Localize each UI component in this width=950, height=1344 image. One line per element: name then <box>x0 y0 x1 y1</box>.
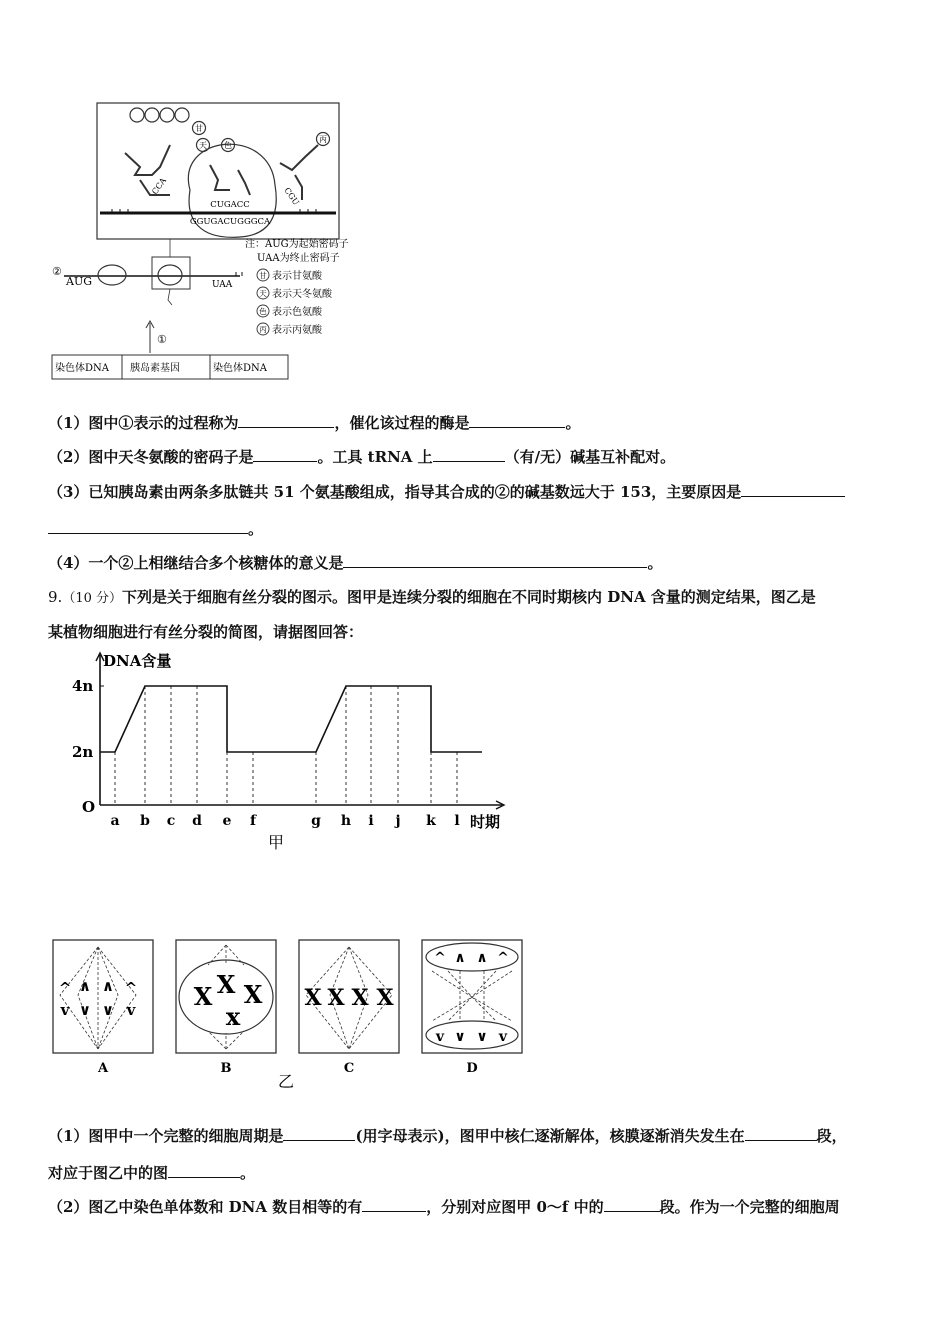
q8-part2: （2）图中天冬氨酸的密码子是 。工具 tRNA 上 （有/无）碱基互补配对。 <box>48 448 676 466</box>
dna-bar-labels <box>55 361 268 374</box>
mrna-sequence: GGUGACUGGGCA <box>189 217 271 227</box>
q8-part4: （4）一个②上相继结合多个核糖体的意义是 。 <box>48 554 663 572</box>
svg-text:表示天冬氨酸: 表示天冬氨酸 <box>272 289 332 300</box>
svg-text:X: X <box>351 985 369 1011</box>
x-tick-label: c <box>166 813 176 829</box>
anticodon-right: CGU <box>282 185 301 207</box>
q9-stem-line1: 9.（10 分）下列是关于细胞有丝分裂的图示。图甲是连续分裂的细胞在不同时期核内 DNA 含量的测定结果，图乙是 <box>48 588 816 606</box>
x-axis-label: 时期 <box>470 813 501 831</box>
legend-notes <box>245 237 349 336</box>
q8-part3-cont: 。 <box>48 518 263 539</box>
zoom-tail <box>168 289 172 305</box>
svg-text:UAA为终止密码子: UAA为终止密码子 <box>257 253 340 264</box>
svg-text:天: 天 <box>259 289 267 298</box>
q9-part1: （1）图甲中一个完整的细胞周期是 (用字母表示)，图甲中核仁逐渐解体，核膜逐渐消失发生在 段， <box>48 1127 847 1145</box>
svg-text:X: X <box>376 985 394 1011</box>
trna-middle <box>210 165 250 195</box>
panel-d <box>422 940 522 1076</box>
svg-text:甘: 甘 <box>195 124 203 133</box>
x-tick-label: a <box>110 813 120 829</box>
svg-text:^: ^ <box>124 979 138 997</box>
origin-label: O <box>82 798 96 816</box>
svg-text:表示甘氨酸: 表示甘氨酸 <box>272 271 322 282</box>
svg-text:X: X <box>327 985 345 1011</box>
y-axis-label: DNA含量 <box>103 652 172 670</box>
svg-text:丙: 丙 <box>259 325 267 334</box>
x-tick-label: g <box>311 813 321 829</box>
svg-text:∧: ∧ <box>476 950 488 966</box>
codon-label: CUGACC <box>210 200 250 210</box>
svg-text:v: v <box>498 1029 508 1045</box>
q9-part2: （2）图乙中染色单体数和 DNA 数目相等的有 ，分别对应图甲 0～f 中的 段。作为一个完整的细胞周 <box>48 1198 840 1216</box>
ribosome-small-2 <box>158 265 182 285</box>
svg-text:X: X <box>193 982 213 1011</box>
svg-text:∧: ∧ <box>454 950 466 966</box>
svg-text:x: x <box>225 1002 241 1031</box>
svg-text:色: 色 <box>259 307 267 316</box>
svg-text:v: v <box>60 1001 70 1019</box>
svg-text:∨: ∨ <box>78 1001 92 1019</box>
svg-text:∧: ∧ <box>101 977 115 995</box>
x-tick-label: k <box>426 813 436 829</box>
svg-text:X: X <box>304 985 322 1011</box>
panel-b <box>176 940 276 1076</box>
svg-text:∨: ∨ <box>101 1001 115 1019</box>
svg-text:X: X <box>216 970 236 999</box>
figure-caption-yi: 乙 <box>277 1072 295 1090</box>
stop-codon: UAA <box>212 280 233 290</box>
svg-text:v: v <box>435 1029 445 1045</box>
chart-caption: 甲 <box>267 833 285 852</box>
dna-content-chart <box>70 645 530 860</box>
svg-text:X: X <box>243 980 263 1009</box>
svg-text:天: 天 <box>199 141 207 150</box>
svg-text:甘: 甘 <box>259 271 267 280</box>
y-tick-label: 2n <box>72 743 94 761</box>
svg-text:v: v <box>126 1001 136 1019</box>
x-tick-label: i <box>368 813 374 829</box>
q8-part1: （1）图中①表示的过程称为 ，催化该过程的酶是 。 <box>48 414 581 432</box>
svg-text:色: 色 <box>224 141 232 150</box>
svg-text:胰岛素基因: 胰岛素基因 <box>130 363 180 374</box>
svg-text:染色体DNA: 染色体DNA <box>213 363 267 374</box>
dna-series-line <box>100 686 482 752</box>
svg-text:∧: ∧ <box>78 977 92 995</box>
q9-stem-line2: 某植物细胞进行有丝分裂的简图，请据图回答： <box>48 623 364 641</box>
mark-1: ① <box>157 333 167 346</box>
panel-c <box>299 940 399 1076</box>
x-tick-label: e <box>222 813 232 829</box>
anticodon-left: CCA <box>150 176 168 197</box>
svg-text:^: ^ <box>434 950 446 966</box>
x-tick-label: b <box>140 813 150 829</box>
ribosome-small-1 <box>98 265 126 285</box>
q8-part3: （3）已知胰岛素由两条多肽链共 51 个氨基酸组成，指导其合成的②的碱基数远大于 153，主要原因是 <box>48 481 845 502</box>
svg-text:∨: ∨ <box>454 1029 466 1045</box>
svg-text:表示丙氨酸: 表示丙氨酸 <box>272 325 322 336</box>
svg-text:B: B <box>220 1061 232 1076</box>
x-tick-label: j <box>395 813 401 829</box>
svg-text:A: A <box>97 1061 109 1076</box>
svg-text:^: ^ <box>58 979 72 997</box>
translation-figure <box>40 95 370 385</box>
svg-text:表示色氨酸: 表示色氨酸 <box>272 307 322 318</box>
svg-text:丙: 丙 <box>319 135 327 144</box>
mark-2: ② <box>52 265 62 278</box>
svg-text:注：AUG为起始密码子: 注：AUG为起始密码子 <box>245 239 349 250</box>
svg-text:染色体DNA: 染色体DNA <box>55 363 109 374</box>
mitosis-figure <box>48 935 528 1090</box>
start-codon: AUG <box>66 275 93 288</box>
svg-text:^: ^ <box>497 950 509 966</box>
svg-text:D: D <box>466 1061 478 1076</box>
y-tick-label: 4n <box>72 677 94 695</box>
x-tick-label: l <box>454 813 460 829</box>
x-tick-label: f <box>249 813 257 829</box>
q9-part1-cont: 对应于图乙中的图 。 <box>48 1164 256 1182</box>
x-tick-label: h <box>340 813 352 829</box>
panel-a <box>53 940 153 1076</box>
x-tick-label: d <box>192 813 202 829</box>
svg-text:∨: ∨ <box>476 1029 488 1045</box>
svg-text:C: C <box>343 1061 355 1076</box>
